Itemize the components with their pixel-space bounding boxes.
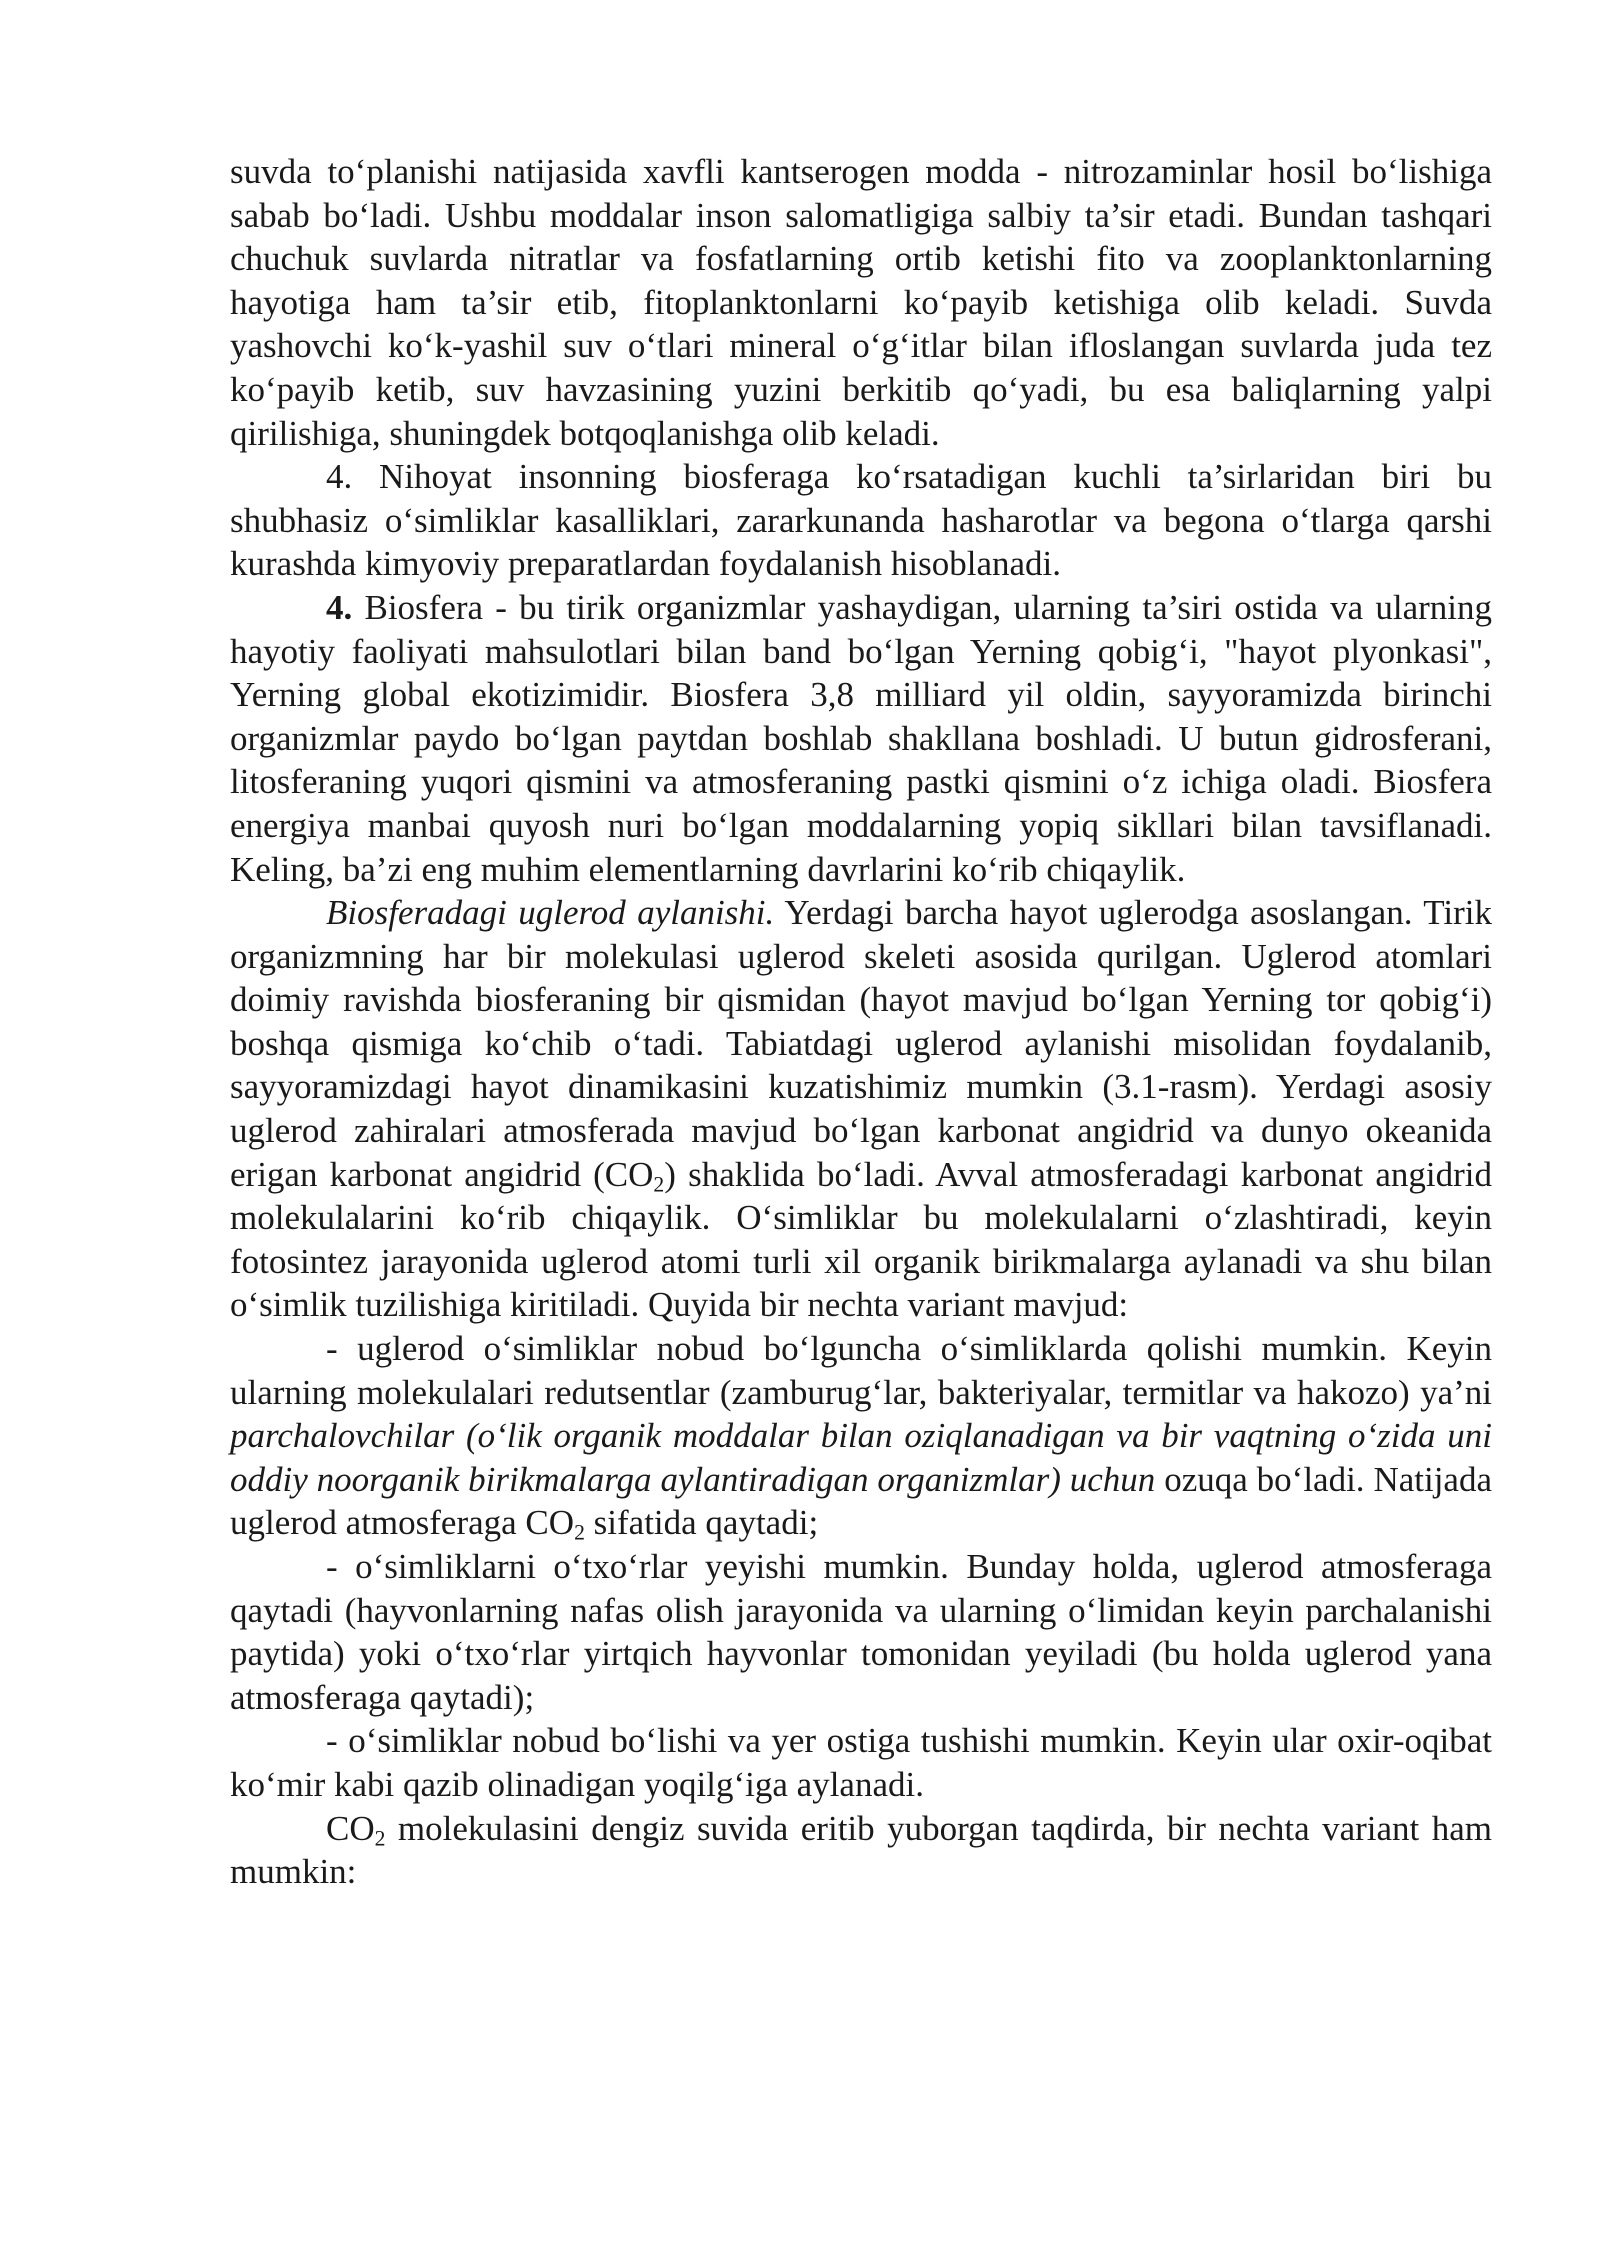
paragraph-text: 4. Nihoyat insonning biosferaga ko‘rsatadigan kuchli ta’sirlaridan biri bu shubhasiz o‘simliklar kasalliklari, zararkunanda hasharotlar va begona o‘tlarga qarshi kurashda kimyoviy preparatlardan foydalanish hisoblanadi. <box>230 457 1492 584</box>
paragraph-biosphere-definition <box>230 586 1492 891</box>
paragraph-chemical-preparations <box>230 455 1492 586</box>
paragraph-text: ozuqa bo‘ladi. Natijada uglerod atmosferaga CO <box>230 1459 1493 1543</box>
subscript: 2 <box>374 1825 386 1850</box>
paragraph-text: - o‘simliklar nobud bo‘lishi va yer ostiga tushishi mumkin. Keyin ular oxir-oqibat ko‘mir kabi qazib olinadigan yoqilg‘iga aylanadi. <box>230 1721 1492 1804</box>
paragraph-nitrozamin <box>230 150 1492 455</box>
paragraph-text: Yerdagi barcha hayot uglerodga asoslangan. Tirik organizmning har bir molekulasi uglerod skeleti asosida qurilgan. Uglerod atomlari doimiy ravishda biosferaning bir qismidan (hayot mavjud bo‘lgan Yerning tor qobig‘i) boshqa qismiga ko‘chib o‘tadi. Tabiatdagi uglerod aylanishi misolidan foydalanib, sayyoramizdagi hayot dinamikasini kuzatishimiz mumkin (3.1-rasm). Yerdagi asosiy uglerod zahiralari atmosferada mavjud bo‘lgan karbonat angidrid va dunyo okeanida erigan karbonat angidrid (CO <box>230 893 1492 1194</box>
paragraph-text: molekulasini dengiz suvida eritib yuborgan taqdirda, bir nechta variant ham mumkin: <box>230 1808 1492 1892</box>
paragraph-number: 4. <box>326 587 353 627</box>
paragraph-text: - o‘simliklarni o‘txo‘rlar yeyishi mumkin. Bunday holda, uglerod atmosferaga qaytadi (hayvonlarning nafas olish jarayonida va ularning o‘limidan keyin parchalanishi paytida) yoki o‘txo‘rlar yirtqich hayvonlar tomonidan yeyiladi (bu holda uglerod yana atmosferaga qaytadi); <box>230 1547 1492 1717</box>
paragraph-sea-water <box>230 1807 1492 1894</box>
list-item-herbivores <box>230 1545 1492 1719</box>
document-page <box>230 150 1492 1894</box>
paragraph-text: ) shaklida bo‘ladi. Avval atmosferadagi karbonat angidrid molekulalarini ko‘rib chiqaylik. O‘simliklar bu molekulalarni o‘zlashtiradi, keyin fotosintez jarayonida uglerod atomi turli xil organik birikmalarga aylanadi va shu bilan o‘simlik tuzilishiga kiritiladi. Quyida bir nechta variant mavjud: <box>230 1154 1492 1325</box>
italic-definition: parchalovchilar (o‘lik organik moddalar bilan oziqlanadigan va bir vaqtning o‘zida uni oddiy noorganik birikmalarga aylantiradigan organizmlar) uchun <box>230 1416 1492 1499</box>
paragraph-text: - uglerod o‘simliklar nobud bo‘lguncha o‘simliklarda qolishi mumkin. Keyin ularning molekulalari redutsentlar (zamburug‘lar, bakteriyalar, termitlar va hakozo) ya’ni <box>230 1329 1492 1412</box>
subscript: 2 <box>653 1172 665 1197</box>
list-item-fossil-fuel <box>230 1719 1492 1806</box>
paragraph-text: CO <box>326 1808 375 1848</box>
paragraph-carbon-cycle <box>230 891 1492 1327</box>
paragraph-text: suvda to‘planishi natijasida xavfli kantserogen modda - nitrozaminlar hosil bo‘lishiga sabab bo‘ladi. Ushbu moddalar inson salomatligiga salbiy ta’sir etadi. Bundan tashqari chuchuk suvlarda nitratlar va fosfatlarning ortib ketishi fito va zooplanktonlarning hayotiga ham ta’sir etib, fitoplanktonlarni ko‘payib ketishiga olib keladi. Suvda yashovchi ko‘k-yashil suv o‘tlari mineral o‘g‘itlar bilan ifloslangan suvlarda juda tez ko‘payib ketib, suv havzasining yuzini berkitib qo‘yadi, bu esa baliqlarning yalpi qirilishiga, shuningdek botqoqlanishga olib keladi. <box>230 152 1492 453</box>
paragraph-text: sifatida qaytadi; <box>584 1503 819 1543</box>
list-item-decomposers <box>230 1327 1492 1545</box>
section-lead-italic: Biosferadagi uglerod aylanishi. <box>326 893 775 933</box>
subscript: 2 <box>574 1520 585 1545</box>
paragraph-text: Biosfera - bu tirik organizmlar yashaydigan, ularning ta’siri ostida va ularning hayotiy faoliyati mahsulotlari bilan band bo‘lgan Yerning qobig‘i, "hayot plyonkasi", Yerning global ekotizimidir. Biosfera 3,8 milliard yil oldin, sayyoramizda birinchi organizmlar paydo bo‘lgan paytdan boshlab shakllana boshladi. U butun gidrosferani, litosferaning yuqori qismini va atmosferaning pastki qismini o‘z ichiga oladi. Biosfera energiya manbai quyosh nuri bo‘lgan moddalarning yopiq sikllari bilan tavsiflanadi. Keling, ba’zi eng muhim elementlarning davrlarini ko‘rib chiqaylik. <box>230 587 1492 889</box>
